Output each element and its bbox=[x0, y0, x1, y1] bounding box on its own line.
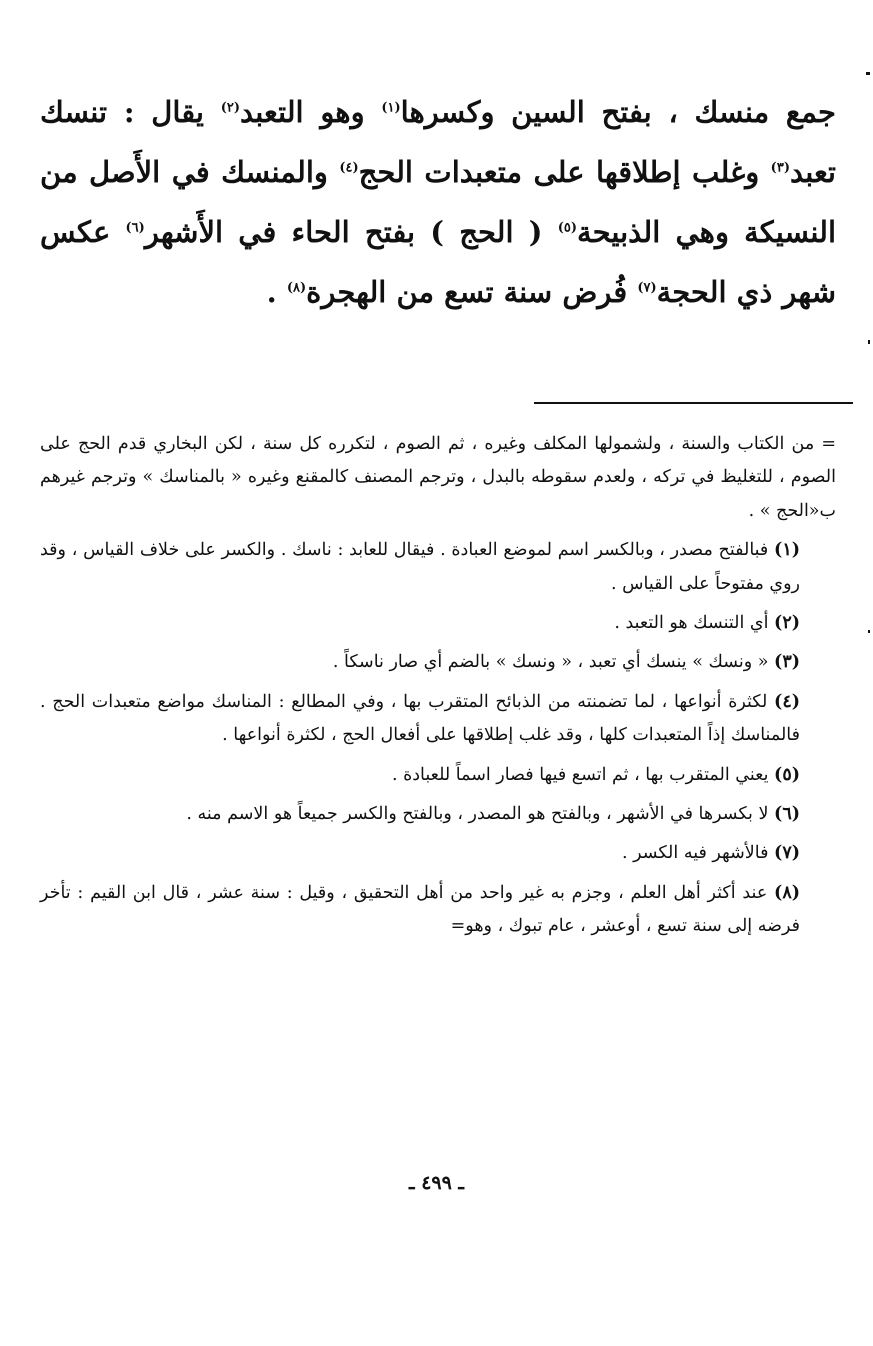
main-text-segment: فُرض سنة تسع من الهجرة bbox=[306, 275, 638, 309]
footnote-text: أي التنسك هو التعبد . bbox=[614, 613, 775, 634]
footnote-number: (١) bbox=[774, 540, 800, 561]
footnote-ref-4: (٤) bbox=[339, 160, 359, 176]
footnote-ref-8: (٨) bbox=[286, 280, 307, 296]
footnote-number: (٦) bbox=[774, 804, 800, 825]
footnote-text: لكثرة أنواعها ، لما تضمنته من الذبائح المتقرب بها ، وفي المطالع : المناسك مواضع متعبدات الحج . فالمناسك إذاً المتعبدات كلها ، وقد غلب إطلاقها على أفعال الحج ، لكثرة أنواعها . bbox=[40, 691, 800, 746]
footnote-ref-5: (٥) bbox=[557, 220, 578, 236]
footnote-1 bbox=[40, 534, 836, 601]
page-number: ـ ٤٩٩ ـ bbox=[409, 1172, 464, 1194]
footnote-text: يعني المتقرب بها ، ثم اتسع فيها فصار اسماً للعبادة . bbox=[391, 764, 775, 785]
footnote-ref-1: (١) bbox=[381, 100, 401, 116]
footnote-ref-7: (٧) bbox=[637, 280, 657, 296]
scan-mark bbox=[868, 630, 870, 633]
footnote-7 bbox=[40, 837, 836, 870]
footnote-text: عند أكثر أهل العلم ، وجزم به غير واحد من أهل التحقيق ، وقيل : سنة عشر ، قال ابن القيم : تأخر فرضه إلى سنة تسع ، أوعشر ، عام تبوك ، وهو= bbox=[40, 882, 800, 937]
main-text-segment: والمنسك في الأَصل من النسيكة وهي الذبيحة bbox=[40, 155, 836, 249]
footnote-text: فبالفتح مصدر ، وبالكسر اسم لموضع العبادة . فيقال للعابد : ناسك . والكسر على خلاف القياس ، وقد روي مفتوحاً على القياس . bbox=[40, 540, 800, 594]
footnote-6 bbox=[40, 798, 836, 831]
footnote-3 bbox=[40, 646, 836, 679]
footnote-ref-3: (٣) bbox=[770, 160, 790, 176]
footnote-5 bbox=[40, 759, 836, 792]
footnote-text: فالأشهر فيه الكسر . bbox=[622, 843, 775, 864]
main-text-segment: . bbox=[266, 275, 287, 309]
footnote-number: (٣) bbox=[774, 652, 800, 673]
footnotes bbox=[40, 428, 836, 950]
main-text-segment: ( الحج ) بفتح الحاء في الأَشهر bbox=[144, 215, 558, 249]
footnote-text: « ونسك » ينسك أي تعبد ، « ونسك » بالضم أي صار ناسكاً . bbox=[332, 652, 775, 673]
footnote-ref-2: (٢) bbox=[220, 100, 240, 116]
footnote-2 bbox=[40, 607, 836, 640]
footnote-ref-6: (٦) bbox=[125, 220, 145, 236]
footnote-number: (٧) bbox=[774, 843, 800, 864]
footnote-text: لا بكسرها في الأشهر ، وبالفتح هو المصدر ، وبالفتح والكسر جميعاً هو الاسم منه . bbox=[186, 804, 775, 825]
footnote-number: (٢) bbox=[774, 613, 800, 634]
footnote-separator bbox=[534, 402, 853, 404]
scan-mark bbox=[868, 340, 870, 344]
main-text-segment: عكس شهر ذي الحجة bbox=[40, 215, 836, 309]
main-paragraph bbox=[40, 82, 836, 322]
footnote-number: (٤) bbox=[774, 691, 800, 712]
footnote-4 bbox=[40, 686, 836, 753]
main-text-segment: وهو التعبد bbox=[239, 95, 382, 129]
main-text-segment: يقال : تنسك تعبد bbox=[40, 95, 837, 189]
scan-mark bbox=[866, 72, 870, 75]
main-text-segment: جمع منسك ، بفتح السين وكسرها bbox=[400, 95, 836, 129]
main-text bbox=[40, 82, 836, 322]
footnote-8 bbox=[40, 877, 836, 944]
main-text-segment: وغلب إطلاقها على متعبدات الحج bbox=[358, 155, 771, 189]
footnote-number: (٨) bbox=[774, 882, 800, 903]
footnote-number: (٥) bbox=[774, 764, 800, 785]
footnote-continuation: = من الكتاب والسنة ، ولشمولها المكلف وغيره ، ثم الصوم ، لتكرره كل سنة ، لكن البخاري قدم الحج على الصوم ، للتغليظ في تركه ، ولعدم سقوطه بالبدل ، وترجم المصنف كالمقنع وغيره « بالمناسك » وترجم غيرهم ب«الحج » . bbox=[40, 434, 836, 521]
